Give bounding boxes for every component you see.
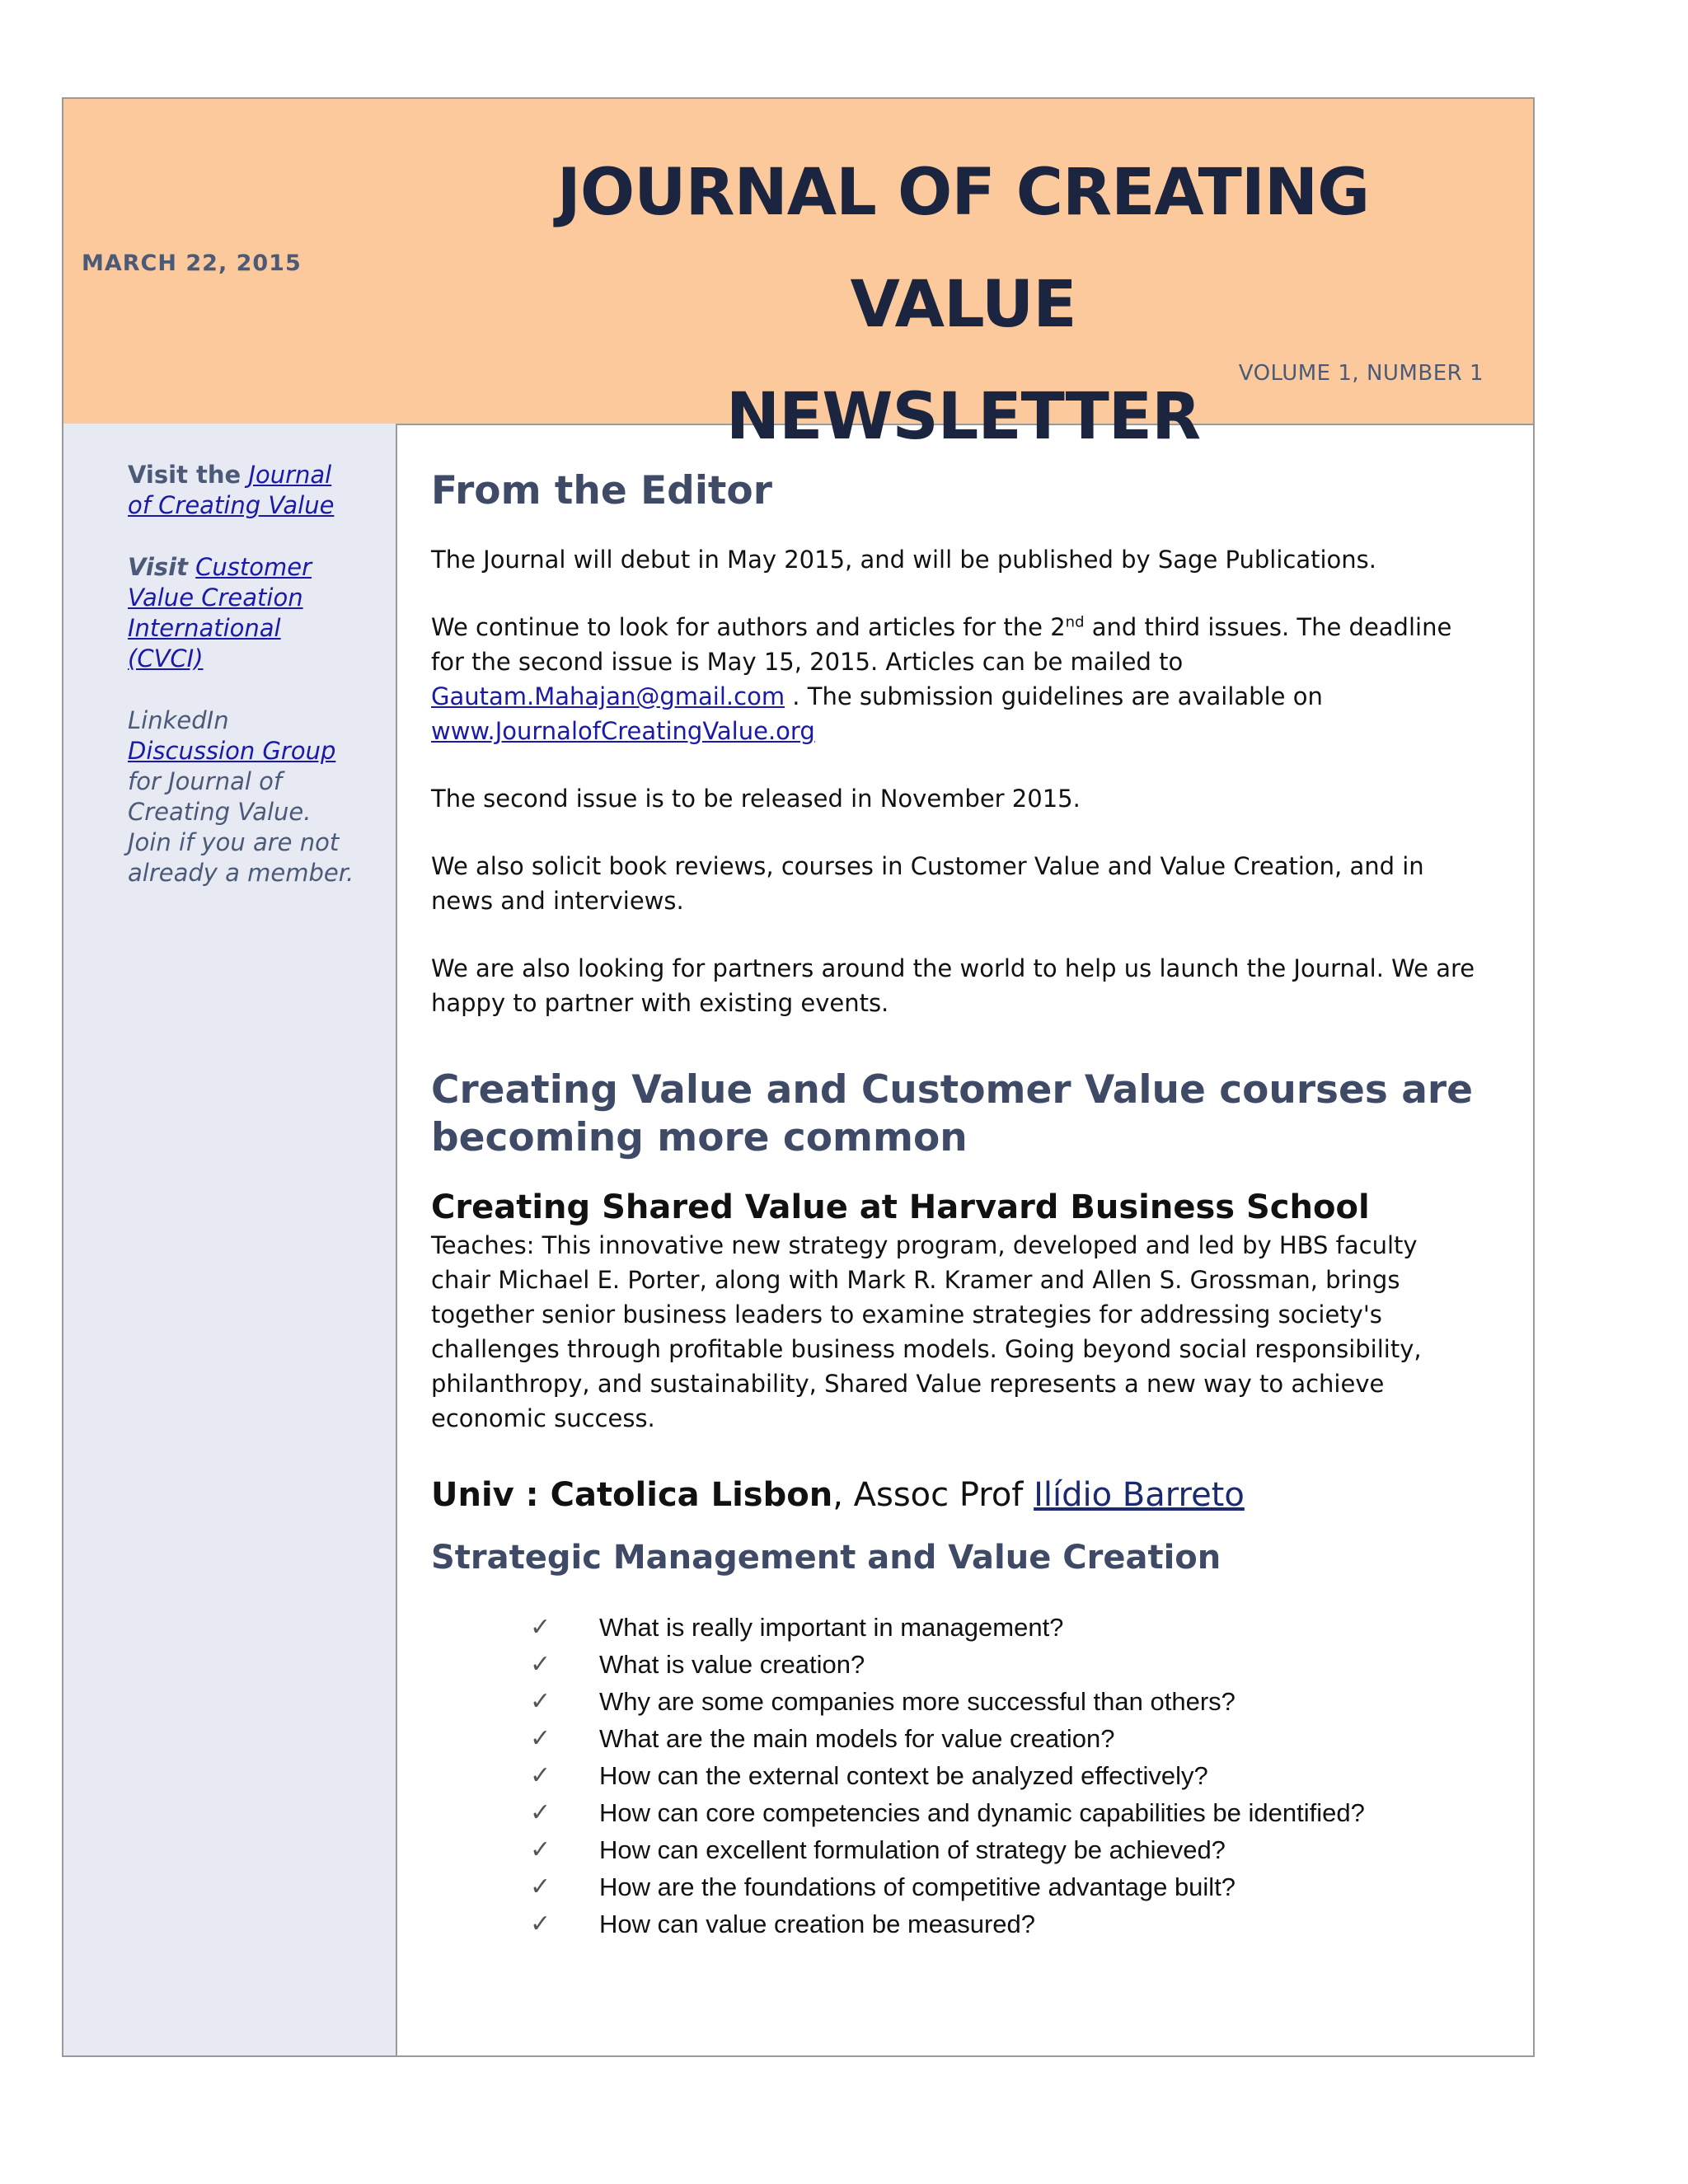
editor-paragraph	[431, 610, 1484, 748]
university-line	[431, 1472, 1484, 1518]
editor-paragraph: The Journal will debut in May 2015, and will be published by Sage Publications.	[431, 546, 1377, 574]
hbs-description: Teaches: This innovative new strategy program, developed and led by HBS faculty chair Michael E. Porter, along with Mark R. Kramer and Allen S. Grossman, brings together senior business leaders to examine strategies for addressing society's challenges through profitable business models. Going beyond social responsibility, philanthropy, and sustainability, Shared Value represents a new way to achieve economic success.	[431, 1231, 1422, 1432]
text: We continue to look for authors and articles for the 2	[431, 613, 1066, 641]
journal-link[interactable]: Journal of Creating Value	[128, 461, 335, 519]
website-link[interactable]: www.JournalofCreatingValue.org	[431, 717, 815, 745]
issue-date: MARCH 22, 2015	[82, 251, 302, 276]
title-line-1: JOURNAL OF CREATING VALUE	[556, 156, 1370, 342]
professor-link[interactable]: Ilídio Barreto	[1034, 1476, 1245, 1514]
question-item	[530, 1794, 1484, 1831]
question-text: What is value creation?	[599, 1650, 865, 1679]
masthead	[63, 99, 1533, 454]
course-questions-list	[431, 1609, 1484, 1943]
question-item	[530, 1757, 1484, 1794]
newsletter-frame	[62, 97, 1535, 2057]
sidebar-visit-label: Visit the	[128, 461, 241, 489]
text: , Assoc Prof	[832, 1476, 1034, 1514]
checkmark-icon: ✓	[530, 1761, 551, 1790]
question-item	[530, 1609, 1484, 1646]
editor-heading: From the Editor	[431, 468, 772, 513]
checkmark-icon: ✓	[530, 1687, 551, 1716]
newsletter-title	[434, 137, 1492, 473]
university-name: Univ : Catolica Lisbon	[431, 1476, 833, 1514]
cvci-link[interactable]: Customer Value Creation International (CVCI)	[128, 553, 312, 673]
text: and third issues. The deadline for the second issue is May 15, 2015. Articles can be mailed to	[431, 613, 1452, 676]
linkedin-label: LinkedIn	[128, 706, 229, 734]
sidebar-linkedin-block	[128, 705, 359, 888]
question-text: How can the external context be analyzed effectively?	[599, 1761, 1208, 1790]
checkmark-icon: ✓	[530, 1650, 551, 1679]
text: . The submission guidelines are available on	[785, 682, 1323, 710]
volume-number: VOLUME 1, NUMBER 1	[1238, 361, 1484, 386]
question-item	[530, 1683, 1484, 1720]
sidebar-cvci-block	[128, 552, 359, 674]
courses-heading: Creating Value and Customer Value courses are becoming more common	[431, 1067, 1473, 1160]
question-text: How can core competencies and dynamic capabilities be identified?	[599, 1798, 1365, 1827]
main-content	[431, 424, 1484, 1943]
question-item	[530, 1905, 1484, 1943]
question-text: What is really important in management?	[599, 1613, 1064, 1642]
checkmark-icon: ✓	[530, 1835, 551, 1864]
question-item	[530, 1646, 1484, 1683]
checkmark-icon: ✓	[530, 1798, 551, 1827]
email-link[interactable]: Gautam.Mahajan@gmail.com	[431, 682, 785, 710]
discussion-group-link[interactable]: Discussion Group	[128, 737, 336, 765]
course-title: Strategic Management and Value Creation	[431, 1539, 1221, 1577]
sidebar	[63, 424, 397, 2055]
question-item	[530, 1831, 1484, 1868]
editor-paragraph: We are also looking for partners around the world to help us launch the Journal. We are happy to partner with existing events.	[431, 954, 1475, 1017]
ordinal-suffix: nd	[1065, 613, 1085, 631]
linkedin-description: for Journal of Creating Value. Join if you are not already a member.	[128, 767, 354, 887]
sidebar-journal-block	[128, 460, 359, 521]
question-text: What are the main models for value creation?	[599, 1724, 1115, 1753]
question-item	[530, 1720, 1484, 1757]
sidebar-links	[128, 460, 359, 920]
editor-paragraph: We also solicit book reviews, courses in Customer Value and Value Creation, and in news and interviews.	[431, 852, 1424, 915]
question-text: How can excellent formulation of strategy be achieved?	[599, 1835, 1226, 1864]
checkmark-icon: ✓	[530, 1613, 551, 1642]
question-text: How can value creation be measured?	[599, 1910, 1036, 1938]
title-line-2: NEWSLETTER	[725, 380, 1201, 454]
question-text: How are the foundations of competitive advantage built?	[599, 1872, 1236, 1901]
question-text: Why are some companies more successful than others?	[599, 1687, 1236, 1716]
question-item	[530, 1868, 1484, 1905]
checkmark-icon: ✓	[530, 1910, 551, 1938]
editor-paragraph: The second issue is to be released in November 2015.	[431, 785, 1081, 813]
checkmark-icon: ✓	[530, 1872, 551, 1901]
sidebar-visit-label: Visit	[128, 553, 188, 581]
hbs-heading: Creating Shared Value at Harvard Business School	[431, 1188, 1370, 1226]
checkmark-icon: ✓	[530, 1724, 551, 1753]
